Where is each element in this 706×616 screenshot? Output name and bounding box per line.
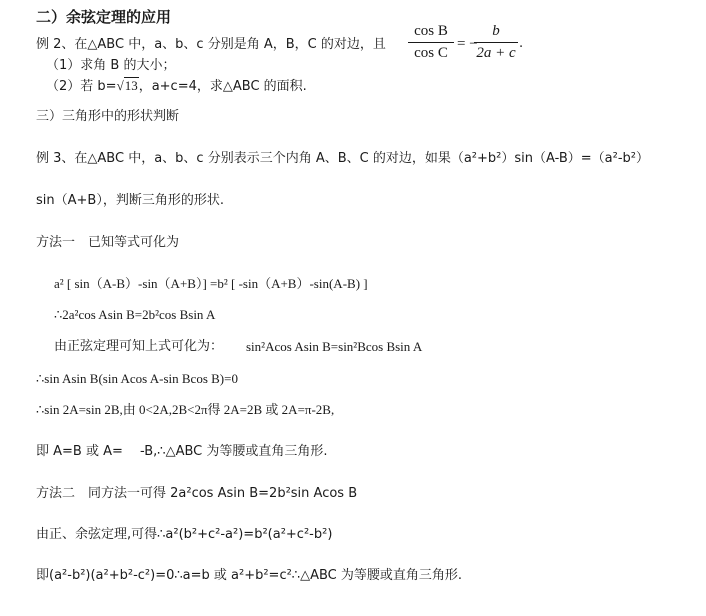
end-period: .	[519, 36, 524, 51]
fraction-numerator: cos B	[414, 23, 448, 39]
sqrt-13	[117, 77, 139, 95]
method1-eq2: ∴2a²cos Asin B=2b²cos Bsin A	[54, 307, 216, 322]
method1-eq3-label: 由正弦定理可知上式可化为：	[54, 339, 224, 354]
question-2-suffix: ，a+c=4，求△ABC 的面积.	[138, 79, 307, 94]
fraction-bar	[474, 42, 518, 43]
method1-eq6: 即 A=B 或 A= -B,∴△ABC 为等腰或直角三角形.	[36, 444, 328, 459]
question-2	[46, 77, 307, 96]
method1-title: 方法一 已知等式可化为	[36, 235, 180, 250]
fraction-cosb-cosc	[408, 22, 454, 63]
section-title-cosine-law: 二）余弦定理的应用	[36, 8, 172, 26]
example3-line1: 例 3、在△ABC 中，a、b、c 分别表示三个内角 A、B、C 的对边，如果（a²+b²）sin（A-B）=（a²-b²）	[36, 151, 649, 166]
method2-eq2: 即(a²-b²)(a²+b²-c²)=0∴a=b 或 a²+b²=c²∴△ABC 为等腰或直角三角形.	[36, 568, 462, 583]
method2-eq1: 由正、余弦定理,可得∴a²(b²+c²-a²)=b²(a²+c²-b²)	[36, 527, 333, 542]
example3-line2: sin（A+B），判断三角形的形状.	[36, 193, 224, 208]
sqrt-symbol: √	[116, 78, 124, 93]
fraction-b-over-2a-plus-c	[474, 22, 518, 63]
example2-statement: 例 2、在△ABC 中，a、b、c 分别是角 A，B，C 的对边，且	[36, 37, 386, 52]
question-2-prefix: （2）若 b=	[46, 79, 117, 94]
method1-eq5: ∴sin 2A=sin 2B,由 0<2A,2B<2π得 2A=2B 或 2A=π-2B,	[36, 402, 335, 417]
fraction-denominator: cos C	[414, 45, 448, 61]
fraction-denominator: 2a + c	[476, 45, 516, 61]
question-1: （1）求角 B 的大小；	[46, 58, 176, 73]
section-title-shape: 三）三角形中的形状判断	[36, 109, 180, 124]
equals-minus: = −	[457, 36, 478, 52]
method1-eq1: a² [ sin（A-B）-sin（A+B）] =b² [ -sin（A+B）-sin(A-B) ]	[54, 276, 368, 291]
fraction-numerator: b	[492, 23, 500, 39]
sqrt-radicand: 13	[124, 78, 138, 93]
method2-title: 方法二 同方法一可得 2a²cos Asin B=2b²sin Acos B	[36, 486, 358, 501]
method1-eq4: ∴sin Asin B(sin Acos A-sin Bcos B)=0	[36, 371, 238, 386]
method1-eq3: sin²Acos Asin B=sin²Bcos Bsin A	[246, 339, 423, 354]
fraction-bar	[408, 42, 454, 43]
